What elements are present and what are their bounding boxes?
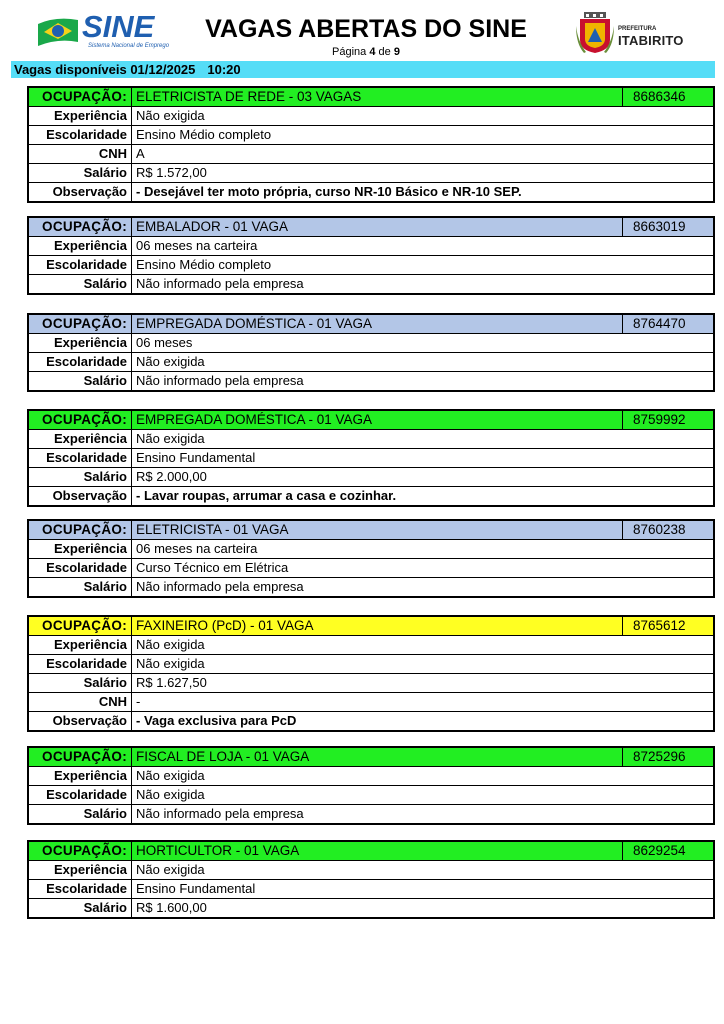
job-detail-row — [28, 693, 714, 712]
job-title: EMPREGADA DOMÉSTICA - 01 VAGA — [132, 410, 623, 430]
education-label: Escolaridade — [28, 353, 132, 372]
occupation-label: OCUPAÇÃO: — [28, 616, 132, 636]
availability-date-bar — [11, 61, 715, 78]
education-value: Não exigida — [132, 786, 715, 805]
cnh-label: CNH — [28, 693, 132, 712]
education-value: Ensino Médio completo — [132, 126, 715, 145]
page-current: 4 — [369, 46, 376, 58]
salary-value: R$ 1.627,50 — [132, 674, 715, 693]
experience-label: Experiência — [28, 636, 132, 655]
cnh-value: A — [132, 145, 715, 164]
education-label: Escolaridade — [28, 655, 132, 674]
job-title: FAXINEIRO (PcD) - 01 VAGA — [132, 616, 623, 636]
cnh-label: CNH — [28, 145, 132, 164]
experience-label: Experiência — [28, 430, 132, 449]
sine-logo-text: SINE — [82, 9, 155, 44]
job-occupation-row — [28, 616, 714, 636]
job-detail-row — [28, 578, 714, 598]
experience-value: Não exigida — [132, 107, 715, 126]
job-title: HORTICULTOR - 01 VAGA — [132, 841, 623, 861]
occupation-label: OCUPAÇÃO: — [28, 87, 132, 107]
observation-value: - Lavar roupas, arrumar a casa e cozinhar. — [132, 487, 715, 507]
job-occupation-row — [28, 747, 714, 767]
job-title: ELETRICISTA - 01 VAGA — [132, 520, 623, 540]
salary-value: R$ 2.000,00 — [132, 468, 715, 487]
job-detail-row — [28, 430, 714, 449]
experience-value: Não exigida — [132, 861, 715, 880]
salary-label: Salário — [28, 805, 132, 825]
job-table — [27, 313, 715, 392]
experience-label: Experiência — [28, 107, 132, 126]
occupation-label: OCUPAÇÃO: — [28, 217, 132, 237]
job-detail-row — [28, 183, 714, 203]
job-code: 8760238 — [623, 520, 715, 540]
sine-logo-subtitle: Sistema Nacional de Emprego — [88, 43, 170, 49]
salary-label: Salário — [28, 468, 132, 487]
job-occupation-row — [28, 520, 714, 540]
observation-label: Observação — [28, 487, 132, 507]
job-detail-row — [28, 449, 714, 468]
experience-label: Experiência — [28, 334, 132, 353]
education-value: Curso Técnico em Elétrica — [132, 559, 715, 578]
education-value: Ensino Fundamental — [132, 449, 715, 468]
job-detail-row — [28, 655, 714, 674]
experience-value: Não exigida — [132, 636, 715, 655]
prefeitura-name: ITABIRITO — [618, 33, 684, 48]
job-detail-row — [28, 540, 714, 559]
experience-value: 06 meses na carteira — [132, 237, 715, 256]
job-detail-row — [28, 256, 714, 275]
job-detail-row — [28, 353, 714, 372]
job-table — [27, 840, 715, 919]
occupation-label: OCUPAÇÃO: — [28, 410, 132, 430]
salary-label: Salário — [28, 578, 132, 598]
page-title: VAGAS ABERTAS DO SINE — [205, 15, 527, 43]
job-title: FISCAL DE LOJA - 01 VAGA — [132, 747, 623, 767]
job-detail-row — [28, 372, 714, 392]
job-detail-row — [28, 487, 714, 507]
job-code: 8765612 — [623, 616, 715, 636]
availability-date: Vagas disponíveis 01/12/2025 — [14, 62, 196, 77]
job-code: 8686346 — [623, 87, 715, 107]
job-occupation-row — [28, 314, 714, 334]
page-total: 9 — [393, 46, 400, 58]
experience-label: Experiência — [28, 237, 132, 256]
job-code: 8629254 — [623, 841, 715, 861]
education-value: Ensino Fundamental — [132, 880, 715, 899]
salary-label: Salário — [28, 275, 132, 295]
experience-value: 06 meses — [132, 334, 715, 353]
salary-label: Salário — [28, 674, 132, 693]
job-detail-row — [28, 237, 714, 256]
salary-value: Não informado pela empresa — [132, 578, 715, 598]
experience-label: Experiência — [28, 767, 132, 786]
occupation-label: OCUPAÇÃO: — [28, 314, 132, 334]
job-detail-row — [28, 880, 714, 899]
education-label: Escolaridade — [28, 559, 132, 578]
city-crest-icon — [576, 12, 614, 54]
job-code: 8725296 — [623, 747, 715, 767]
page-sep: de — [378, 46, 391, 58]
job-occupation-row — [28, 217, 714, 237]
job-table — [27, 519, 715, 598]
job-detail-row — [28, 107, 714, 126]
job-title: EMPREGADA DOMÉSTICA - 01 VAGA — [132, 314, 623, 334]
job-detail-row — [28, 712, 714, 732]
job-table — [27, 86, 715, 203]
observation-value: - Vaga exclusiva para PcD — [132, 712, 715, 732]
job-detail-row — [28, 145, 714, 164]
job-table — [27, 409, 715, 507]
salary-label: Salário — [28, 164, 132, 183]
occupation-label: OCUPAÇÃO: — [28, 841, 132, 861]
education-label: Escolaridade — [28, 256, 132, 275]
job-code: 8663019 — [623, 217, 715, 237]
education-label: Escolaridade — [28, 449, 132, 468]
job-detail-row — [28, 126, 714, 145]
salary-value: R$ 1.572,00 — [132, 164, 715, 183]
prefeitura-label: PREFEITURA — [618, 26, 657, 32]
education-value: Não exigida — [132, 353, 715, 372]
salary-value: R$ 1.600,00 — [132, 899, 715, 919]
job-detail-row — [28, 468, 714, 487]
salary-label: Salário — [28, 899, 132, 919]
salary-value: Não informado pela empresa — [132, 275, 715, 295]
observation-value: - Desejável ter moto própria, curso NR-10 Básico e NR-10 SEP. — [132, 183, 715, 203]
job-detail-row — [28, 674, 714, 693]
job-detail-row — [28, 334, 714, 353]
job-code: 8759992 — [623, 410, 715, 430]
observation-label: Observação — [28, 183, 132, 203]
job-detail-row — [28, 636, 714, 655]
education-value: Ensino Médio completo — [132, 256, 715, 275]
job-detail-row — [28, 767, 714, 786]
experience-value: 06 meses na carteira — [132, 540, 715, 559]
observation-label: Observação — [28, 712, 132, 732]
education-value: Não exigida — [132, 655, 715, 674]
job-title: ELETRICISTA DE REDE - 03 VAGAS — [132, 87, 623, 107]
education-label: Escolaridade — [28, 126, 132, 145]
occupation-label: OCUPAÇÃO: — [28, 747, 132, 767]
salary-label: Salário — [28, 372, 132, 392]
job-title: EMBALADOR - 01 VAGA — [132, 217, 623, 237]
job-table — [27, 216, 715, 295]
job-occupation-row — [28, 87, 714, 107]
occupation-label: OCUPAÇÃO: — [28, 520, 132, 540]
job-detail-row — [28, 164, 714, 183]
salary-value: Não informado pela empresa — [132, 805, 715, 825]
experience-value: Não exigida — [132, 767, 715, 786]
availability-time: 10:20 — [207, 62, 241, 77]
page-header — [0, 0, 724, 60]
prefeitura-logo — [576, 12, 696, 56]
job-detail-row — [28, 786, 714, 805]
page-prefix: Página — [332, 46, 367, 58]
salary-value: Não informado pela empresa — [132, 372, 715, 392]
education-label: Escolaridade — [28, 786, 132, 805]
job-code: 8764470 — [623, 314, 715, 334]
education-label: Escolaridade — [28, 880, 132, 899]
job-detail-row — [28, 275, 714, 295]
job-table — [27, 746, 715, 825]
experience-value: Não exigida — [132, 430, 715, 449]
experience-label: Experiência — [28, 540, 132, 559]
job-occupation-row — [28, 410, 714, 430]
job-detail-row — [28, 559, 714, 578]
job-detail-row — [28, 805, 714, 825]
cnh-value: - — [132, 693, 715, 712]
job-detail-row — [28, 861, 714, 880]
job-occupation-row — [28, 841, 714, 861]
job-detail-row — [28, 899, 714, 919]
experience-label: Experiência — [28, 861, 132, 880]
job-table — [27, 615, 715, 732]
